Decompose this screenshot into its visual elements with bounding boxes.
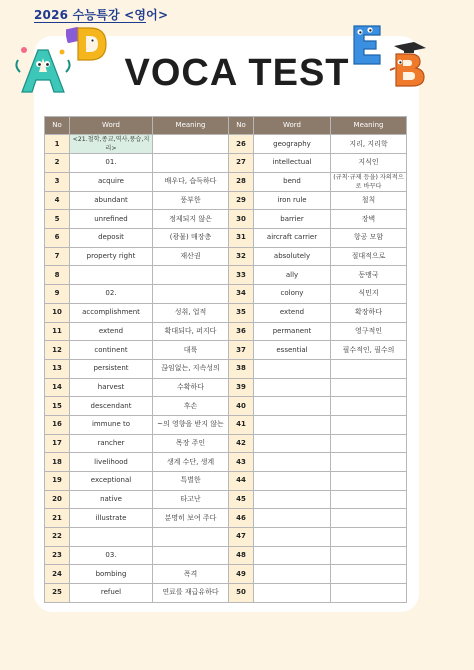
entry-word: <21.철학,종교,역사,풍습,지리> [70, 135, 153, 154]
entry-meaning: 후손 [153, 397, 229, 416]
entry-word [70, 266, 153, 285]
entry-number: 3 [45, 172, 70, 191]
entry-number: 19 [45, 472, 70, 491]
entry-number: 43 [229, 453, 254, 472]
entry-word: geography [254, 135, 331, 154]
entry-number: 31 [229, 229, 254, 248]
entry-number: 7 [45, 247, 70, 266]
entry-meaning [331, 397, 407, 416]
entry-word: deposit [70, 229, 153, 248]
entry-number: 22 [45, 528, 70, 547]
entry-number: 21 [45, 509, 70, 528]
table-row [45, 509, 407, 528]
entry-number: 15 [45, 397, 70, 416]
entry-word: persistent [70, 359, 153, 378]
column-header-word: Word [254, 117, 331, 135]
entry-word: ally [254, 266, 331, 285]
entry-meaning: 배우다, 습득하다 [153, 172, 229, 191]
entry-word: iron rule [254, 191, 331, 210]
entry-meaning [331, 472, 407, 491]
entry-number: 44 [229, 472, 254, 491]
entry-number: 42 [229, 434, 254, 453]
entry-word: intellectual [254, 154, 331, 173]
entry-meaning [331, 415, 407, 434]
entry-word: aircraft carrier [254, 229, 331, 248]
entry-word: colony [254, 285, 331, 304]
table-row [45, 397, 407, 416]
entry-meaning: 항공 모함 [331, 229, 407, 248]
entry-meaning: 필수적인, 필수의 [331, 341, 407, 360]
table-row [45, 472, 407, 491]
column-header-meaning: Meaning [153, 117, 229, 135]
entry-word: acquire [70, 172, 153, 191]
entry-word [254, 584, 331, 603]
table-row [45, 434, 407, 453]
entry-meaning: 절대적으로 [331, 247, 407, 266]
entry-number: 49 [229, 565, 254, 584]
entry-meaning [331, 453, 407, 472]
entry-word [254, 509, 331, 528]
entry-meaning: 분명히 보여 주다 [153, 509, 229, 528]
table-row [45, 528, 407, 547]
entry-number: 38 [229, 359, 254, 378]
page-title: VOCA TEST [124, 52, 350, 94]
column-header-no: No [229, 117, 254, 135]
entry-meaning [153, 135, 229, 154]
entry-number: 1 [45, 135, 70, 154]
entry-meaning: 정제되지 않은 [153, 210, 229, 229]
entry-number: 50 [229, 584, 254, 603]
entry-number: 40 [229, 397, 254, 416]
entry-number: 6 [45, 229, 70, 248]
entry-meaning: 특별한 [153, 472, 229, 491]
entry-meaning: 지리, 지리학 [331, 135, 407, 154]
table-row [45, 584, 407, 603]
entry-word: harvest [70, 378, 153, 397]
entry-meaning: 끊임없는, 지속성의 [153, 359, 229, 378]
entry-number: 27 [229, 154, 254, 173]
entry-meaning [331, 584, 407, 603]
entry-number: 2 [45, 154, 70, 173]
entry-meaning: 식민지 [331, 285, 407, 304]
entry-meaning: 대륙 [153, 341, 229, 360]
entry-meaning: 동맹국 [331, 266, 407, 285]
entry-number: 28 [229, 172, 254, 191]
table-row [45, 247, 407, 266]
entry-word: accomplishment [70, 303, 153, 322]
entry-meaning [153, 285, 229, 304]
entry-number: 39 [229, 378, 254, 397]
entry-word: unrefined [70, 210, 153, 229]
entry-word: descendant [70, 397, 153, 416]
entry-word [254, 434, 331, 453]
entry-number: 24 [45, 565, 70, 584]
entry-meaning: 지식인 [331, 154, 407, 173]
entry-meaning: 타고난 [153, 490, 229, 509]
entry-number: 4 [45, 191, 70, 210]
entry-meaning [331, 359, 407, 378]
entry-meaning [331, 434, 407, 453]
entry-number: 23 [45, 546, 70, 565]
entry-word [254, 490, 331, 509]
entry-meaning [331, 528, 407, 547]
entry-number: 48 [229, 546, 254, 565]
column-header-meaning: Meaning [331, 117, 407, 135]
entry-number: 18 [45, 453, 70, 472]
table-row [45, 546, 407, 565]
table-row [45, 210, 407, 229]
entry-word: absolutely [254, 247, 331, 266]
entry-word [70, 528, 153, 547]
entry-word [254, 378, 331, 397]
entry-meaning [331, 490, 407, 509]
entry-meaning [153, 546, 229, 565]
entry-word: permanent [254, 322, 331, 341]
entry-number: 36 [229, 322, 254, 341]
entry-number: 41 [229, 415, 254, 434]
entry-meaning: 성취, 업적 [153, 303, 229, 322]
table-row [45, 172, 407, 191]
entry-meaning: 영구적인 [331, 322, 407, 341]
table-header-row [45, 117, 407, 135]
entry-number: 46 [229, 509, 254, 528]
entry-word: immune to [70, 415, 153, 434]
entry-number: 9 [45, 285, 70, 304]
entry-meaning: 장벽 [331, 210, 407, 229]
entry-meaning [331, 546, 407, 565]
entry-number: 34 [229, 285, 254, 304]
entry-word [254, 565, 331, 584]
entry-word: barrier [254, 210, 331, 229]
table-row [45, 266, 407, 285]
entry-number: 29 [229, 191, 254, 210]
header-label: 2026 수능특강 <영어> [34, 8, 169, 22]
entry-meaning: 목장 주인 [153, 434, 229, 453]
table-row [45, 359, 407, 378]
table-row [45, 303, 407, 322]
entry-meaning: 생계 수단, 생계 [153, 453, 229, 472]
table-row [45, 322, 407, 341]
entry-number: 8 [45, 266, 70, 285]
entry-meaning [331, 565, 407, 584]
entry-word: continent [70, 341, 153, 360]
entry-word: abundant [70, 191, 153, 210]
table-row [45, 154, 407, 173]
entry-number: 32 [229, 247, 254, 266]
entry-word [254, 546, 331, 565]
entry-meaning [331, 509, 407, 528]
entry-number: 20 [45, 490, 70, 509]
table-row [45, 490, 407, 509]
entry-word: illustrate [70, 509, 153, 528]
entry-word: extend [254, 303, 331, 322]
vocabulary-table [44, 116, 407, 603]
entry-meaning: 폭격 [153, 565, 229, 584]
entry-meaning: 수확하다 [153, 378, 229, 397]
column-header-no: No [45, 117, 70, 135]
entry-word: exceptional [70, 472, 153, 491]
entry-word [254, 453, 331, 472]
entry-number: 14 [45, 378, 70, 397]
entry-meaning [153, 154, 229, 173]
entry-number: 16 [45, 415, 70, 434]
entry-meaning: 철칙 [331, 191, 407, 210]
entry-number: 17 [45, 434, 70, 453]
entry-number: 11 [45, 322, 70, 341]
entry-word: rancher [70, 434, 153, 453]
table-row [45, 229, 407, 248]
entry-meaning: ~의 영향을 받지 않는 [153, 415, 229, 434]
entry-meaning: (규칙·규제 등을) 자의적으로 바꾸다 [331, 172, 407, 191]
table-row [45, 415, 407, 434]
entry-word: native [70, 490, 153, 509]
entry-meaning: 확장하다 [331, 303, 407, 322]
entry-word [254, 528, 331, 547]
column-header-word: Word [70, 117, 153, 135]
table-row [45, 565, 407, 584]
entry-number: 25 [45, 584, 70, 603]
entry-number: 45 [229, 490, 254, 509]
entry-number: 13 [45, 359, 70, 378]
entry-meaning [331, 378, 407, 397]
table-row [45, 378, 407, 397]
entry-meaning: 확대되다, 퍼지다 [153, 322, 229, 341]
entry-number: 35 [229, 303, 254, 322]
entry-word: bombing [70, 565, 153, 584]
entry-word [254, 359, 331, 378]
table-row [45, 285, 407, 304]
entry-number: 30 [229, 210, 254, 229]
entry-meaning [153, 266, 229, 285]
table-row [45, 135, 407, 154]
entry-meaning: 연료를 재급유하다 [153, 584, 229, 603]
entry-word: extend [70, 322, 153, 341]
entry-word [254, 397, 331, 416]
entry-word: 03. [70, 546, 153, 565]
entry-number: 33 [229, 266, 254, 285]
entry-meaning [153, 528, 229, 547]
table-row [45, 191, 407, 210]
entry-meaning: 풍부한 [153, 191, 229, 210]
table-row [45, 341, 407, 360]
entry-meaning: 재산권 [153, 247, 229, 266]
entry-number: 10 [45, 303, 70, 322]
entry-meaning: (광물) 매장층 [153, 229, 229, 248]
entry-number: 12 [45, 341, 70, 360]
entry-word: livelihood [70, 453, 153, 472]
entry-word: 01. [70, 154, 153, 173]
entry-word: bend [254, 172, 331, 191]
entry-word: refuel [70, 584, 153, 603]
entry-word: property right [70, 247, 153, 266]
entry-word [254, 415, 331, 434]
entry-number: 37 [229, 341, 254, 360]
entry-word: essential [254, 341, 331, 360]
entry-word [254, 472, 331, 491]
entry-number: 5 [45, 210, 70, 229]
entry-number: 47 [229, 528, 254, 547]
table-row [45, 453, 407, 472]
entry-number: 26 [229, 135, 254, 154]
entry-word: 02. [70, 285, 153, 304]
